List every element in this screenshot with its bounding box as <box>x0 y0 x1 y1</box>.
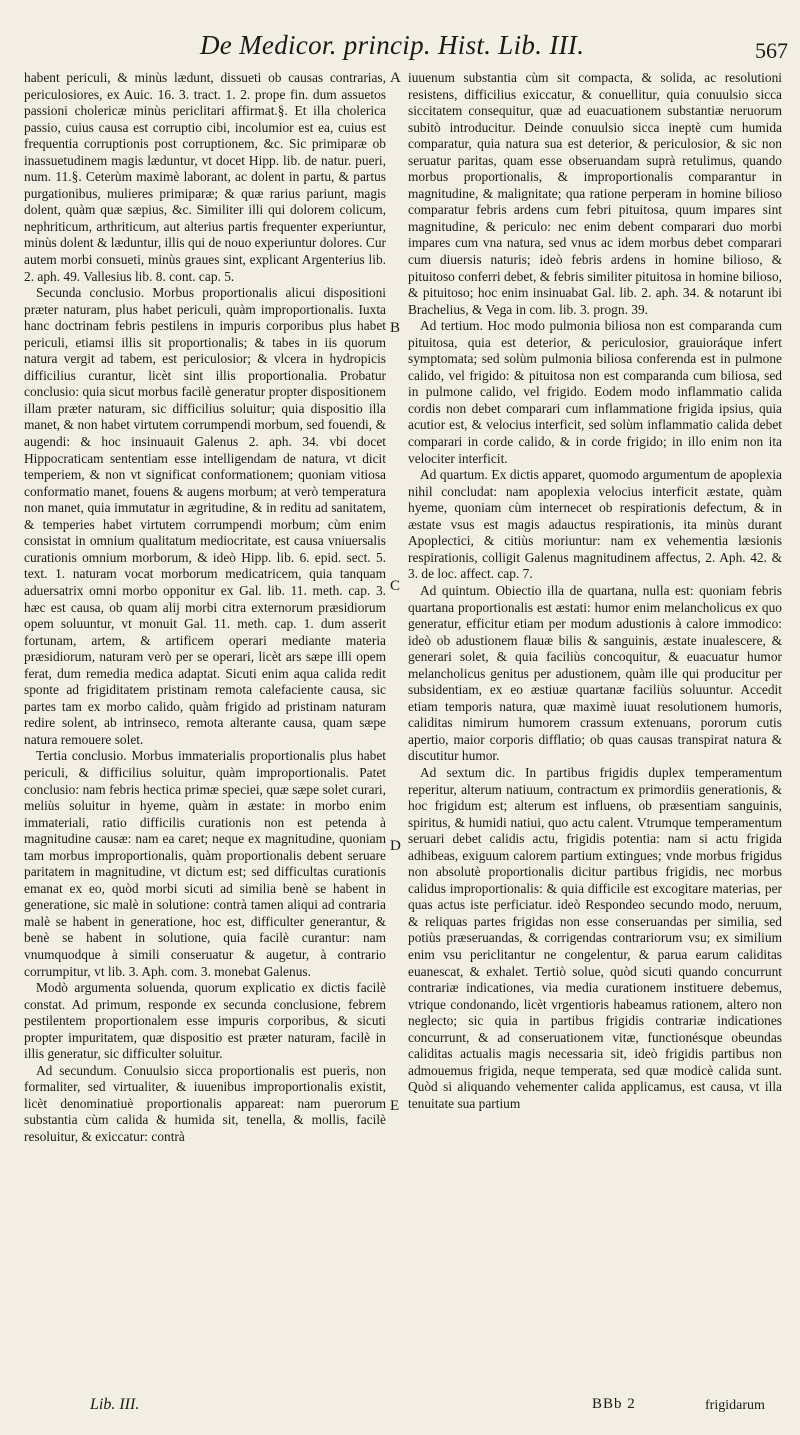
left-paragraph-4: Modò argumenta soluenda, quorum explicatio ex dictis facilè constat. Ad primum, responde ex secunda conclusione, febrem pestilentem proportionalem esse impuris corporibus, & sicuti propter impuritatem, quæ dispositio est præter naturam, facilè in illis generatur, sic difficulter soluitur. <box>24 980 386 1062</box>
right-column <box>408 70 782 1400</box>
right-paragraph-1: iuuenum substantia cùm sit compacta, & solida, ac resolutioni resistens, difficilius exiccatur, & conuellitur, quia conuulsio sicca siccitatem consequitur, quæ ad euacuationem substantiæ neruorum subitò introducitur. Deinde conuulsio sicca ineptè cum humida comparatur, quia natura sua est deterior, & periculosior, & sic non seruatur paritas, quam esse obseruandam suprà retulimus, quando morbus proportionalis, & improportionalis comparantur in magnitudine, & malignitate; qua ratione perperam in homine bilioso comparatur febris ardens cum febri pituitosa, quum impares sint magnitudine, & periculo: nec enim debent comparari duo morbi impares cum vna natura, sed vnus ac idem morbus debet comparari cum diuersis naturis; ideò febris ardens in homine bilioso, & pituitoso conferri debet, & febris similiter pituitosa in homine bilioso, & pituitoso; hoc enim insinuabat Gal. lib. 2. aph. 34. & notarunt ibi Brachelius, & Vega in com. lib. 3. progn. 39. <box>408 70 782 317</box>
page-header <box>0 30 800 70</box>
page-number: 567 <box>755 38 788 63</box>
right-paragraph-4: Ad quintum. Obiectio illa de quartana, nulla est: quoniam febris quartana proportionalis est æstati: humor enim melancholicus ex quo generatur, efficitur etiam per modum adustionis à calore immodico: ideò ob adustionem flauæ bilis & sanguinis, æstate inualescere, & generari solet, & quia faciliùs concoquitur, & euacuatur humor melancholicus genitus per adustionem, quàm ille qui producitur per subsidentiam, ex eo æstiuæ quartanæ faciliùs soluuntur. Accedit etiam temporis natura, quæ maximè iuuat resolutionem humoris, caliditas nimirum humorem crassum extenuans, pororum cutis apertio, maior corporis difflatio; ob quas causas transpirat natura & discutitur humor. <box>408 582 782 764</box>
margin-marker-e: E <box>390 1098 400 1114</box>
right-paragraph-5: Ad sextum dic. In partibus frigidis duplex temperamentum reperitur, alterum natiuum, contractum ex primordiis generationis, & hoc frigidum est; alterum est influens, ob præsentiam sanguinis, spiritus, & humidi natiui, quo actu calent. Vtrumque temperamentum seruari debet calidis actu, frigidis potentia: nam si actu frigida adhibeas, exiguum calorem partium extingues; vnde morbus frigidus non absolutè proportionalis dicitur partibus frigidis, nec morbus calidus improportionalis: & quia difficile est excogitare materias, per quas actus iste perficiatur. ideò Respondeo secundo modo, neruum, & reliquas partes frigidas non esse conseruandas per similia, sed potiùs præseruandas, & corrigendas contrariorum vsu; ex similium enim vsu periclitantur ne congelentur, & parua earum caliditas euanescat, & exhalet. Tertiò solue, quòd sicuti quando concurrunt contrariæ indicationes, via media curationem instituere debemus, vtrique condonando, licèt vrgentioris habeamus rationem, altero non neglecto; sic quia in partibus frigidis contrariæ indicationes concurrunt, & ad conseruationem vitæ, functionésque obeundas caliditas actualis magis necessaria sit, ideò frigidis partibus non admouemus frigida, neque temperata, sed quæ modicè calida sunt. Quòd si aliquando vehementer calida applicamus, est causa, vt illa tenuitate sua partium <box>408 764 782 1111</box>
left-paragraph-3: Tertia conclusio. Morbus immaterialis proportionalis plus habet periculi, & difficilius soluitur, quàm improportionalis. Patet conclusio: nam febris hectica primæ speciei, quæ sæpe solet curari, meliùs soluitur in hyeme, quàm in æstate: in morbo enim immateriali, ratio difficilis curationis non est petenda à magnitudine causæ: nam ea caret; neque ex magnitudine, quoniam tam morbus improportionalis, quàm proportionalis debent seruare paritatem in magnitudine, vt dictum est; sed difficultas curationis emanat ex eo, quòd morbi sicuti ad similia benè se habent in generatione, sic malè in solutione: contrà tamen aliqui ad contraria malè se habent in generatione, hoc est, difficulter generantur, & benè se habent in solutione, quia facilè curantur: nam vnumquodque à simili conseruatur & augetur, à contrario corrumpitur, vt lib. 3. Aph. com. 3. monebat Galenus. <box>24 748 386 979</box>
footer-book-label: Lib. III. <box>90 1396 140 1413</box>
left-column <box>24 70 386 1400</box>
margin-marker-d: D <box>390 838 401 854</box>
margin-marker-c: C <box>390 578 401 594</box>
right-paragraph-2: Ad tertium. Hoc modo pulmonia biliosa non est comparanda cum pituitosa, quia est deterior, & periculosior, grauioráque infert symptomata; sed solùm pulmonia biliosa conferenda est in pulmone calido, vel frigido: & pituitosa non est comparanda cum biliosa, sed in pulmone calido, vel frigido. Eodem modo inflammatio calida cordis non debet comparari cum inflammatione frigida ipsius, quia acutior est, & velocius interficit, sed solùm inflammatio calida debet comparari in corde calido, & in corde frigido; in illo enim non ita velociter interficit. <box>408 318 782 466</box>
left-paragraph-2: Secunda conclusio. Morbus proportionalis alicui dispositioni præter naturam, plus habet periculi, quàm improportionalis. Iuxta hanc doctrinam febris pestilens in impuris corporibus plus habet periculi, etiamsi illis sit proportionalis; & tabes in iis quorum natura vergit ad tabem, est periculosior; & vlcera in hydropicis difficilius curantur, licèt sint illis proportionalia. Probatur conclusio: quia sicut morbus facilè generatur propter dispositionem illam præter naturam, sic difficilius soluitur; quia dispositio illa manet, & non habet virtutem corrumpendi morbum, sed fouendi, & augendi: & hoc insinuauit Galenus 2. aph. 34. vbi docet Hippocraticam sententiam esse intelligendam de natura, vt dicit temperiem, & non vt significat conformationem; quoniam vitiosa conformatio manet, fouens & augens morbum; at verò temperatura non manet, quia immutatur in ægritudine, & in reditu ad sanitatem, & temperies habet virtutem corrumpendi morbum; cùm enim consistat in omnium qualitatum mediocritate, est causa vniuersalis curationis omnium morborum, & ideò Hipp. lib. 6. epid. sect. 5. text. 1. naturam vocat morborum medicatricem, quia tanquam aduersatrix omni morbo opponitur ex Gal. lib. 11. meth. cap. 3. hæc est causa, ob quam alij morbi citra externorum præsidiorum opem soluuntur, vt monuit Gal. 11. meth. cap. 1. dum asserit fortunam, artem, & artificem operari mediante materia præsidiorum, naturam verò per se operari, licèt ars sæpe illi opem ferat, dum remedia medica adaptat. Sicuti enim aqua calida redit sponte ad frigiditatem pristinam remota calefaciente causa, sic partes tam ex morbo calido, quàm frigido ad pristinam naturam redire solent, ab intrinseco, remota alterante causa, quam sæpe natura remouere solet. <box>24 285 386 747</box>
right-paragraph-3: Ad quartum. Ex dictis apparet, quomodo argumentum de apoplexia nihil concludat: nam apoplexia velocius interficit æstate, quàm hyeme, quoniam cùm internecet ob respirationis defectum, & in æstate vsus est magis adauctus respirationis, ita minùs durant Apoplectici, & citiùs moriuntur: nam ex vehementia læsionis respirationis, colligit Galenus magnitudinem affectus, 2. Aph. 42. & 3. de loc. affect. cap. 7. <box>408 467 782 582</box>
catchword: frigidarum <box>705 1398 765 1413</box>
margin-marker-b: B <box>390 320 401 336</box>
page-footer <box>0 1396 800 1426</box>
running-title: De Medicor. princip. Hist. Lib. III. <box>200 30 585 60</box>
left-paragraph-1: habent periculi, & minùs lædunt, dissueti ob causas contrarias, periculosiores, ex Auic. 16. 3. tract. 1. 2. prope fin. dum assuetos passioni cholericæ minùs periclitari affirmat.§. Et illa cholerica passio, cuius causa est corruptio cibi, incolumior est ea, cuius est frequentia corruptionis post corruptionem, &c. Sic primiparæ ob inassuetudinem magis læduntur, vt docet Hipp. lib. de natur. pueri, num. 11.§. Ceterùm maximè laborant, ac dolent in partu, & partus purgationibus, mulieres primiparæ; & quæ rarius pariunt, magis dolent, quàm quæ sæpius, &c. Similiter illi qui dolorem colicum, nephriticum, arthriticum, aut alterius partis frequenter experiuntur, minùs dolent & læduntur, illis qui de nouo experiuntur dolores. Cur autem morbi consueti, minùs graues sint, explicant Argenterius lib. 2. aph. 49. Vallesius lib. 8. cont. cap. 5. <box>24 70 386 284</box>
left-paragraph-5: Ad secundum. Conuulsio sicca proportionalis est pueris, non formaliter, sed virtualiter, & iuuenibus improportionalis existit, licèt denominatiuè proportionalis appareat: nam puerorum substantia cùm calida & humida sit, tenella, & mollis, facilè resoluitur, & exiccatur: contrà <box>24 1062 386 1144</box>
signature-mark: BBb 2 <box>592 1396 636 1412</box>
margin-marker-a: A <box>390 70 401 86</box>
